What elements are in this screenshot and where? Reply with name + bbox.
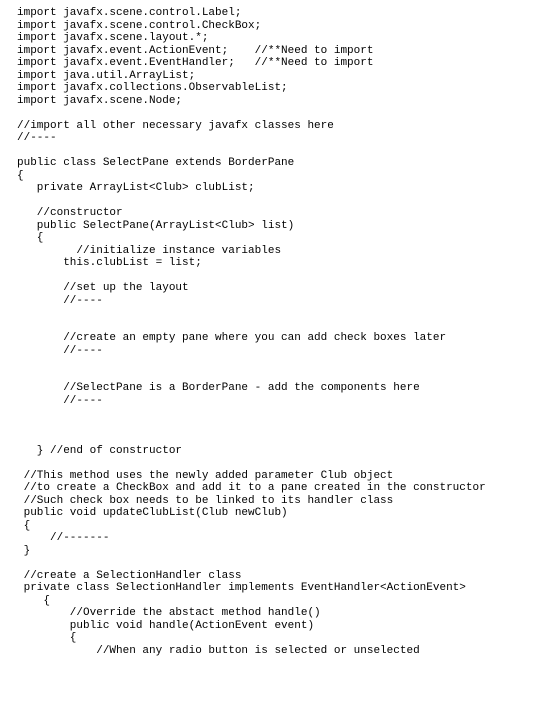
code-line: { <box>17 632 77 644</box>
code-line: //SelectPane is a BorderPane - add the components here <box>17 382 420 394</box>
code-line: { <box>17 232 44 244</box>
code-line: import javafx.scene.Node; <box>17 94 183 107</box>
code-line <box>17 270 486 283</box>
code-line: //create a SelectionHandler class <box>17 569 242 582</box>
code-line: this.clubList = list; <box>17 257 202 269</box>
code-line <box>17 407 486 420</box>
code-line <box>17 307 486 320</box>
code-line: { <box>17 519 31 532</box>
code-line: public SelectPane(ArrayList<Club> list) <box>17 219 295 232</box>
code-line: import java.util.ArrayList; <box>17 69 196 82</box>
code-line: //---- <box>17 294 103 307</box>
code-line <box>17 145 486 158</box>
code-line: //to create a CheckBox and add it to a pane created in the constructor <box>17 482 486 494</box>
code-line: //set up the layout <box>17 282 189 294</box>
code-line <box>17 557 486 570</box>
code-line: import javafx.scene.control.Label; <box>17 7 242 19</box>
code-line: import javafx.scene.control.CheckBox; <box>17 19 262 32</box>
code-line <box>17 195 486 208</box>
code-line: } //end of constructor <box>17 444 183 457</box>
code-line: import javafx.event.EventHandler; //**Need to import <box>17 57 374 69</box>
code-line: //When any radio button is selected or unselected <box>17 644 420 657</box>
code-line: import javafx.event.ActionEvent; //**Need to import <box>17 44 374 57</box>
code-line <box>17 420 486 433</box>
code-line: //import all other necessary javafx classes here <box>17 119 334 132</box>
code-line: import javafx.scene.layout.*; <box>17 32 209 44</box>
code-line: public void handle(ActionEvent event) <box>17 619 315 632</box>
code-line: { <box>17 594 51 607</box>
code-line: //This method uses the newly added parameter Club object <box>17 469 394 482</box>
code-line: private class SelectionHandler implements EventHandler<ActionEvent> <box>17 582 466 594</box>
code-line: private ArrayList<Club> clubList; <box>17 182 255 194</box>
code-line: //constructor <box>17 207 123 219</box>
code-listing <box>17 7 486 657</box>
code-line <box>17 457 486 470</box>
code-line: public void updateClubList(Club newClub) <box>17 507 288 519</box>
code-line: //create an empty pane where you can add check boxes later <box>17 332 447 344</box>
code-line: //---- <box>17 344 103 357</box>
code-line: //Such check box needs to be linked to its handler class <box>17 494 394 507</box>
code-line: //------- <box>17 532 110 544</box>
code-line <box>17 357 486 370</box>
code-line: //initialize instance variables <box>17 244 282 257</box>
code-line: public class SelectPane extends BorderPane <box>17 157 295 169</box>
code-line: { <box>17 169 24 182</box>
code-line <box>17 370 486 383</box>
code-line: //---- <box>17 394 103 407</box>
code-line <box>17 107 486 120</box>
code-line <box>17 432 486 445</box>
code-line: } <box>17 544 31 557</box>
code-line: //Override the abstact method handle() <box>17 607 321 619</box>
code-line <box>17 320 486 333</box>
code-line: import javafx.collections.ObservableList; <box>17 82 288 94</box>
code-line: //---- <box>17 132 57 144</box>
